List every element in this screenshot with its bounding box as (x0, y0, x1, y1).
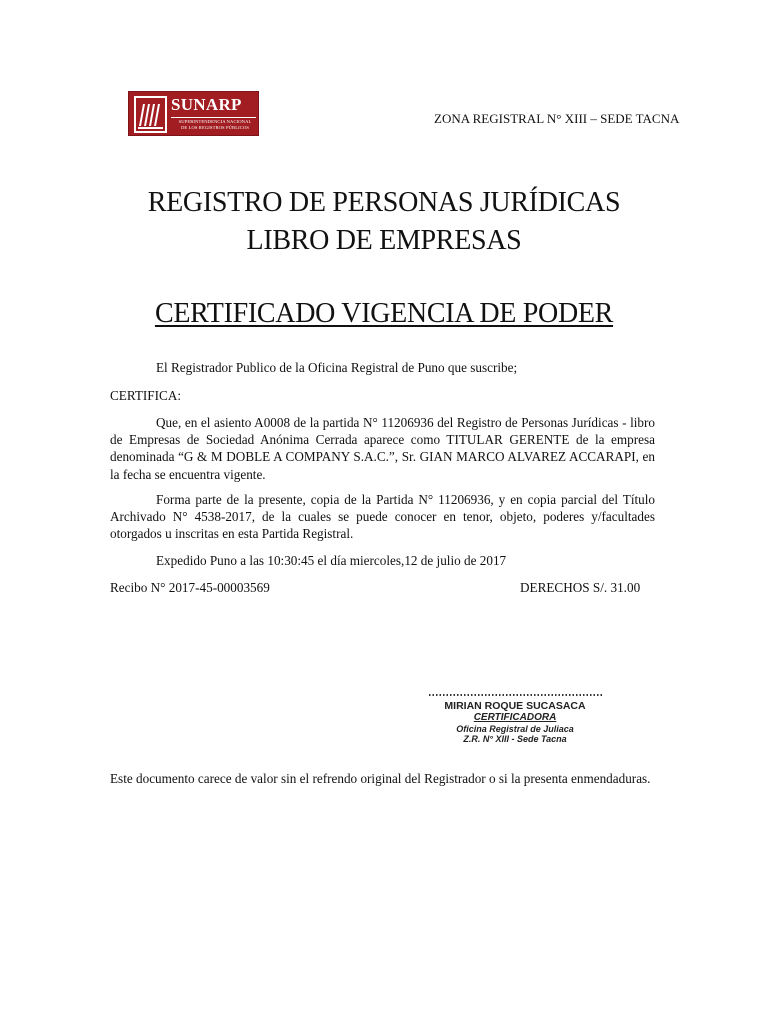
logo-subtitle-line1: SUPERINTENDENCIA NACIONAL (178, 119, 252, 124)
logo-subtitle-line2: DE LOS REGISTROS PÚBLICOS (181, 125, 249, 130)
certifica-label: CERTIFICA: (110, 388, 182, 403)
intro-text: El Registrador Publico de la Oficina Registral de Puno que suscribe; (156, 360, 518, 375)
paragraph-annex: Forma parte de la presente, copia de la Partida N° 11206936, y en copia parcial del Título Archivado N° 4538-2017, de la cuales se puede conocer en tenor, objeto, poderes y/facultades otorgados u inscritas en esta Partida Registral. (110, 492, 655, 542)
signer-zone: Z.R. N° XIII - Sede Tacna (463, 734, 567, 744)
signer-role: CERTIFICADORA (473, 712, 557, 723)
certificate-title: CERTIFICADO VIGENCIA DE PODER (154, 298, 614, 329)
logo-name: SUNARP (171, 95, 242, 114)
issued-text: Expedido Puno a las 10:30:45 el día miercoles,12 de julio de 2017 (156, 553, 507, 568)
signature-line (428, 694, 604, 696)
footer-note: Este documento carece de valor sin el refrendo original del Registrador o si la presenta enmendaduras. (110, 771, 651, 786)
sunarp-logo (128, 91, 259, 136)
title-registry: REGISTRO DE PERSONAS JURÍDICAS (147, 187, 621, 218)
zone-header: ZONA REGISTRAL N° XIII – SEDE TACNA (434, 111, 680, 126)
logo-subtitle (171, 119, 259, 131)
rights-amount: DERECHOS S/. 31.00 (520, 580, 641, 595)
signer-office: Oficina Registral de Juliaca (456, 724, 574, 734)
signer-name: MIRIAN ROQUE SUCASACA (444, 700, 586, 712)
receipt-number: Recibo N° 2017-45-00003569 (110, 580, 270, 595)
sunarp-emblem-icon (134, 96, 167, 133)
logo-divider (171, 117, 256, 118)
title-book: LIBRO DE EMPRESAS (246, 225, 522, 256)
paragraph-validity: Que, en el asiento A0008 de la partida N° 11206936 del Registro de Personas Jurídicas - libro de Empresas de Sociedad Anónima Cerrada aparece como TITULAR GERENTE de la empresa denominada “G & M DOBLE A COMPANY S.A.C.”, Sr. GIAN MARCO ALVAREZ ACCARAPI, en la fecha se encuentra vigente. (110, 415, 655, 482)
